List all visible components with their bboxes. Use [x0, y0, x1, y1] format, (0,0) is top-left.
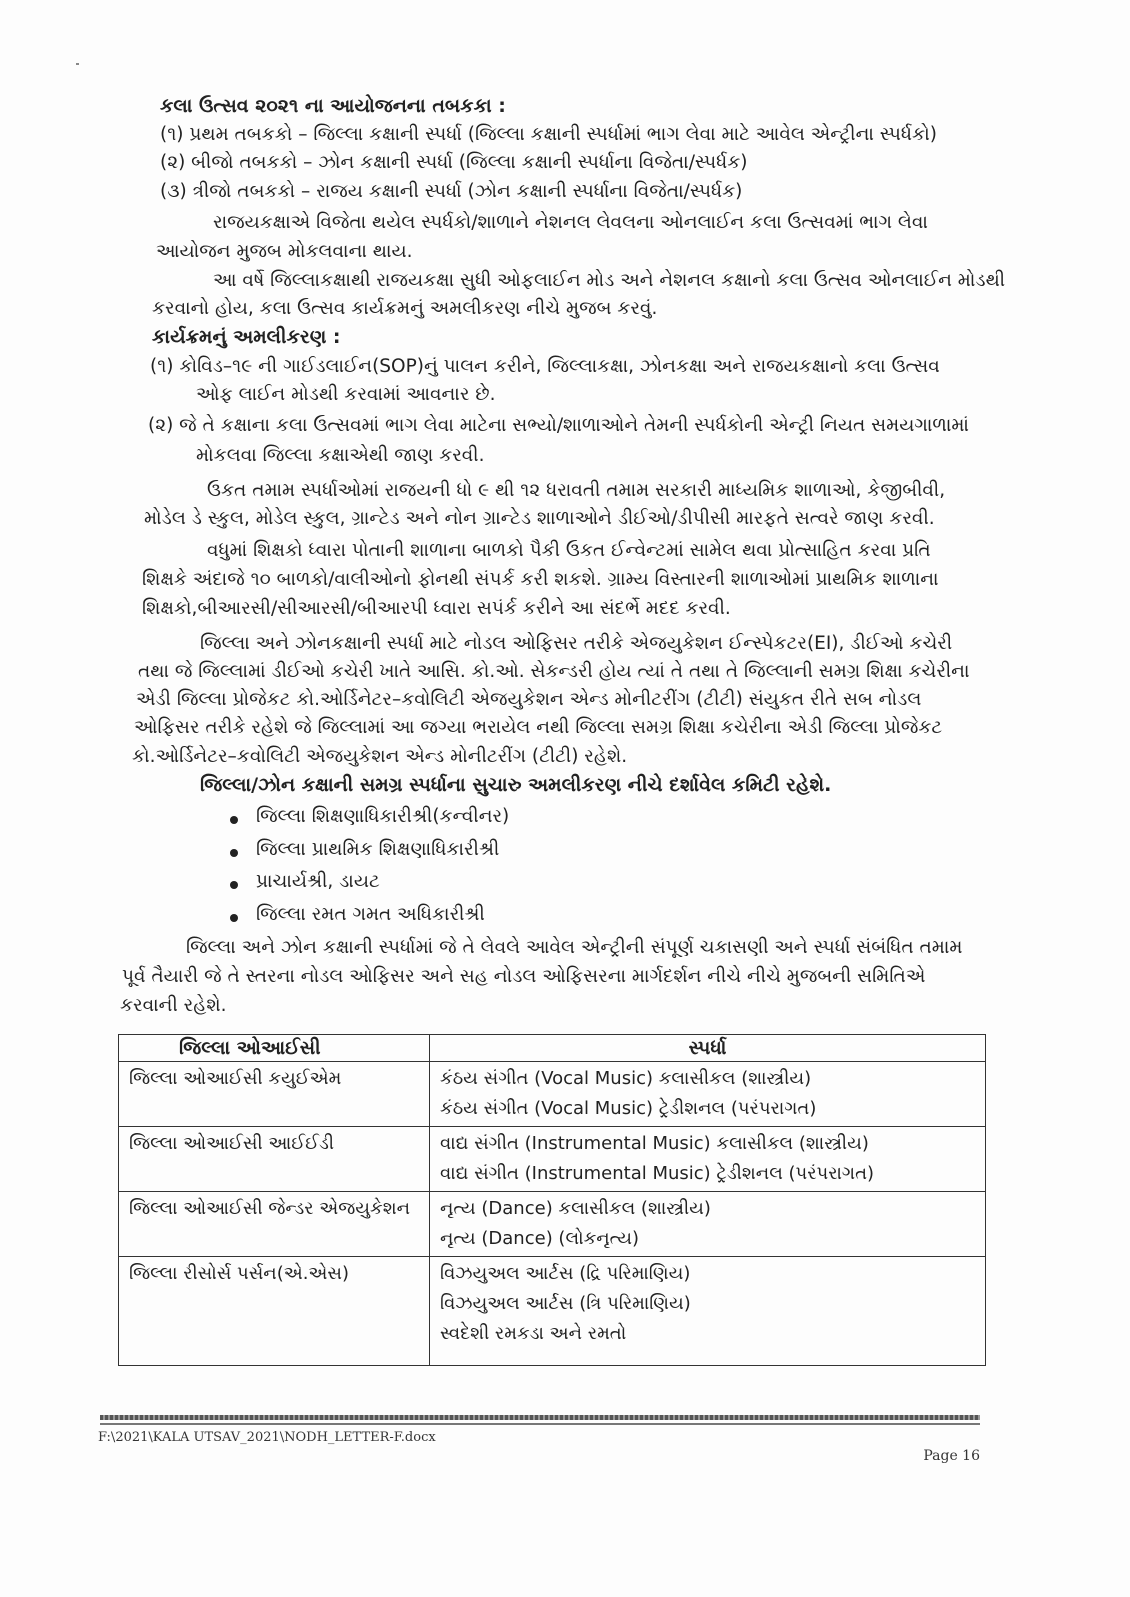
- column-header-competition: સ્પર્ધા: [430, 1035, 986, 1062]
- committee-member: જિલ્લા રમત ગમત અધિકારીશ્રી: [256, 904, 485, 925]
- paragraph-line: જિલ્લા અને ઝોનકક્ષાની સ્પર્ધા માટે નોડલ ઓફિસર તરીકે એજયુકેશન ઈન્સ્પેકટર(EI), ડીઈઓ કચેરી: [200, 633, 953, 654]
- competition-cell: [430, 1127, 986, 1192]
- implementation-item: ઓફ લાઈન મોડથી કરવામાં આવનાર છે.: [196, 384, 496, 405]
- paragraph-line: મોડેલ ડે સ્કુલ, મોડેલ સ્કુલ, ગ્રાન્ટેડ અને નોન ગ્રાન્ટેડ શાળાઓને ડીઈઓ/ડીપીસી મારફતે સત્વરે જાણ કરવી.: [144, 508, 935, 529]
- implementation-heading: કાર્યક્રમનું અમલીકરણ :: [152, 326, 341, 348]
- paragraph-line: કો.ઓર્ડિનેટર–કવોલિટી એજયુકેશન એન્ડ મોનીટરીંગ (ટીટી) રહેશે.: [132, 746, 628, 767]
- footer-divider: [100, 1415, 980, 1420]
- competition-cell: [430, 1192, 986, 1257]
- bullet-icon: [230, 816, 238, 824]
- paragraph-line: ઉકત તમામ સ્પર્ધાઓમાં રાજયની ધો ૯ થી ૧૨ ધરાવતી તમામ સરકારી માધ્યમિક શાળાઓ, કેજીબીવી,: [207, 480, 946, 501]
- competition-entry: નૃત્ય (Dance) (લોકનૃત્ય): [440, 1228, 639, 1249]
- column-header-oic: જિલ્લા ઓઆઈસી: [119, 1035, 430, 1062]
- implementation-item: (૧) કોવિડ–૧૯ ની ગાઈડલાઈન(SOP)નું પાલન કરીને, જિલ્લાકક્ષા, ઝોનકક્ષા અને રાજયકક્ષાનો કલા ઉત્સવ: [150, 356, 940, 377]
- paragraph-line: શિક્ષકો,બીઆરસી/સીઆરસી/બીઆરપી ધ્વારા સપંર્ક કરીને આ સંદર્ભે મદદ કરવી.: [142, 598, 731, 619]
- table-row: [119, 1257, 986, 1366]
- implementation-item: મોકલવા જિલ્લા કક્ષાએથી જાણ કરવી.: [196, 445, 485, 466]
- paragraph-line: તથા જે જિલ્લામાં ડીઈઓ કચેરી ખાતે આસિ. કો.ઓ. સેકન્ડરી હોય ત્યાં તે તથા તે જિલ્લાની સમગ્ર શિક્ષા કચેરીના: [138, 661, 970, 682]
- officer-cell: જિલ્લા ઓઆઈસી આઈઈડી: [119, 1127, 430, 1192]
- implementation-item: (૨) જે તે કક્ષાના કલા ઉત્સવમાં ભાગ લેવા માટેના સભ્યો/શાળાઓને તેમની સ્પર્ધકોની એન્ટ્રી નિયત સમયગાળામાં: [148, 415, 969, 436]
- paragraph-line: વધુમાં શિક્ષકો ધ્વારા પોતાની શાળાના બાળકો પૈકી ઉકત ઈન્વેન્ટમાં સામેલ થવા પ્રોત્સાહિત કરવા પ્રતિ: [207, 540, 931, 561]
- page-number: Page 16: [923, 1448, 980, 1464]
- footer-file-path: F:\2021\KALA UTSAV_2021\NODH_LETTER-F.docx: [98, 1430, 436, 1445]
- paragraph-line: આ વર્ષે જિલ્લાકક્ષાથી રાજયકક્ષા સુધી ઓફલાઈન મોડ અને નેશનલ કક્ષાનો કલા ઉત્સવ ઓનલાઈન મોડથી: [213, 270, 1006, 291]
- committee-member: જિલ્લા શિક્ષણાધિકારીશ્રી(કન્વીનર): [256, 806, 510, 827]
- competition-entry: વાદ્ય સંગીત (Instrumental Music) કલાસીકલ (શાસ્ત્રીય): [440, 1133, 869, 1154]
- competition-entry: કંઠય સંગીત (Vocal Music) કલાસીકલ (શાસ્ત્રીય): [440, 1068, 812, 1089]
- phase-item: (૨) બીજો તબકકો – ઝોન કક્ષાની સ્પર્ધા (જિલ્લા કક્ષાની સ્પર્ધાના વિજેતા/સ્પર્ધક): [160, 152, 748, 173]
- competition-cell: [430, 1257, 986, 1366]
- competition-entry: નૃત્ય (Dance) કલાસીકલ (શાસ્ત્રીય): [440, 1198, 711, 1219]
- table-row: [119, 1127, 986, 1192]
- competition-entry: વિઝયુઅલ આર્ટસ (દ્રિ પરિમાણિય): [440, 1263, 691, 1284]
- paragraph-line: જિલ્લા અને ઝોન કક્ષાની સ્પર્ધામાં જે તે લેવલે આવેલ એન્ટ્રીની સંપૂર્ણ ચકાસણી અને સ્પર્ધા સંબંધિત તમામ: [186, 937, 963, 958]
- committee-member: જિલ્લા પ્રાથમિક શિક્ષણાધિકારીશ્રી: [256, 839, 500, 860]
- table-row: [119, 1062, 986, 1127]
- scan-speck: [76, 63, 79, 65]
- competition-entry: સ્વદેશી રમકડા અને રમતો: [440, 1323, 627, 1344]
- phase-heading: કલા ઉત્સવ ૨૦૨૧ ના આયોજનના તબકકા :: [160, 95, 506, 117]
- bullet-icon: [230, 849, 238, 857]
- footer-divider: [100, 1423, 980, 1425]
- paragraph-line: કરવાનો હોય, કલા ઉત્સવ કાર્યક્રમનું અમલીકરણ નીચે મુજબ કરવું.: [152, 298, 658, 319]
- competition-entry: કંઠય સંગીત (Vocal Music) ટ્રેડીશનલ (પરંપરાગત): [440, 1098, 817, 1119]
- paragraph-line: એડી જિલ્લા પ્રોજેકટ કો.ઓર્ડિનેટર–કવોલિટી એજયુકેશન એન્ડ મોનીટરીંગ (ટીટી) સંયુકત રીતે સબ નોડલ: [136, 689, 922, 710]
- committee-heading: જિલ્લા/ઝોન કક્ષાની સમગ્ર સ્પર્ધાના સુચારુ અમલીકરણ નીચે દર્શાવેલ કમિટી રહેશે.: [200, 774, 832, 796]
- committee-member: પ્રાચાર્યશ્રી, ડાયટ: [256, 871, 380, 892]
- paragraph-line: પૂર્વ તૈયારી જે તે સ્તરના નોડલ ઓફિસર અને સહ નોડલ ઓફિસરના માર્ગદર્શન નીચે નીચે મુજબની સમિતિએ: [122, 966, 926, 987]
- paragraph-line: રાજયકક્ષાએ વિજેતા થયેલ સ્પર્ધકો/શાળાને નેશનલ લેવલના ઓનલાઈન કલા ઉત્સવમાં ભાગ લેવા: [213, 212, 928, 233]
- officer-cell: જિલ્લા ઓઆઈસી જેન્ડર એજયુકેશન: [119, 1192, 430, 1257]
- bullet-icon: [230, 914, 238, 922]
- paragraph-line: આયોજન મુજબ મોકલવાના થાય.: [156, 241, 413, 262]
- officer-cell: જિલ્લા ઓઆઈસી કયુઈએમ: [119, 1062, 430, 1127]
- table-header-row: [119, 1035, 986, 1062]
- paragraph-line: કરવાની રહેશે.: [120, 995, 227, 1016]
- bullet-icon: [230, 881, 238, 889]
- officer-cell: જિલ્લા રીસોર્સ પર્સન(એ.એસ): [119, 1257, 430, 1366]
- competition-entry: વાદ્ય સંગીત (Instrumental Music) ટ્રેડીશનલ (પરંપરાગત): [440, 1163, 875, 1184]
- table-row: [119, 1192, 986, 1257]
- competition-cell: [430, 1062, 986, 1127]
- competition-entry: વિઝયુઅલ આર્ટસ (ત્રિ પરિમાણિય): [440, 1293, 691, 1314]
- paragraph-line: ઓફિસર તરીકે રહેશે જે જિલ્લામાં આ જગ્યા ભરાયેલ નથી જિલ્લા સમગ્ર શિક્ષા કચેરીના એડી જિલ્લા પ્રોજેકટ: [134, 717, 943, 738]
- phase-item: (૩) ત્રીજો તબકકો – રાજય કક્ષાની સ્પર્ધા (ઝોન કક્ષાની સ્પર્ધાના વિજેતા/સ્પર્ધક): [160, 181, 743, 202]
- phase-item: (૧) પ્રથમ તબકકો – જિલ્લા કક્ષાની સ્પર્ધા (જિલ્લા કક્ષાની સ્પર્ધામાં ભાગ લેવા માટે આવેલ એન્ટ્રીના સ્પર્ધકો): [160, 124, 937, 145]
- paragraph-line: શિક્ષકે અંદાજે ૧૦ બાળકો/વાલીઓનો ફોનથી સંપર્ક કરી શકશે. ગ્રામ્ય વિસ્તારની શાળાઓમાં પ્રાથમિક શાળાના: [142, 569, 939, 590]
- oic-competition-table: [118, 1034, 986, 1366]
